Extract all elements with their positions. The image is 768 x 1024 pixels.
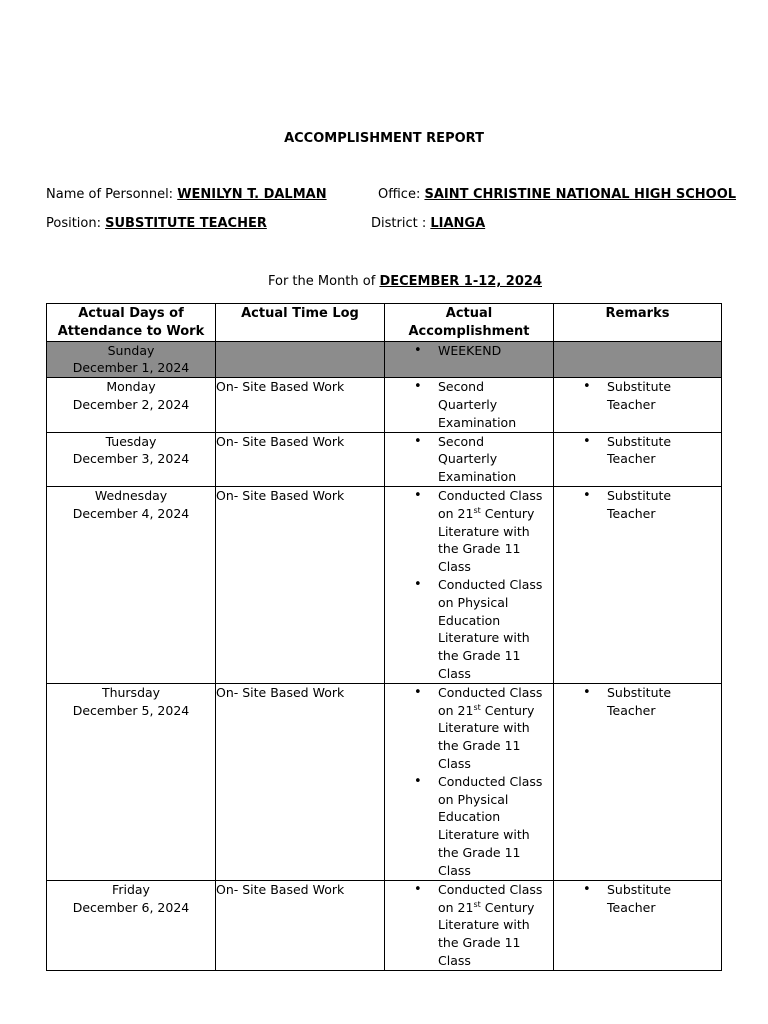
table-row (47, 341, 722, 378)
district-label: District : (371, 216, 427, 231)
remarks-cell (554, 486, 722, 683)
position-value: SUBSTITUTE TEACHER (105, 216, 267, 231)
day-cell (47, 683, 216, 880)
accomplishment-item: • Conducted Class on 21st Century Literature with the Grade 11 Class (385, 487, 553, 576)
header-time-log: Actual Time Log (216, 304, 385, 342)
day-date: December 5, 2024 (72, 702, 190, 718)
day-name: Friday (112, 881, 150, 897)
day-cell (47, 880, 216, 970)
day-name: Tuesday (105, 433, 157, 449)
office-value: SAINT CHRISTINE NATIONAL HIGH SCHOOL (424, 187, 737, 202)
report-title: ACCOMPLISHMENT REPORT (284, 131, 484, 146)
day-date: December 1, 2024 (72, 360, 190, 376)
day-cell (47, 378, 216, 432)
attendance-table (46, 303, 722, 971)
time-log-cell: On- Site Based Work (216, 880, 385, 970)
time-log-cell: On- Site Based Work (216, 432, 385, 486)
day-name: Sunday (107, 342, 155, 358)
table-header-row (47, 304, 722, 342)
time-log-cell (216, 341, 385, 378)
day-date: December 3, 2024 (72, 451, 190, 467)
accomplishment-item: • WEEKEND (385, 342, 553, 360)
day-cell (47, 341, 216, 378)
time-log-cell: On- Site Based Work (216, 378, 385, 432)
table-row (47, 880, 722, 970)
remarks-cell (554, 880, 722, 970)
month-field (0, 274, 768, 289)
position-field (46, 216, 267, 231)
accomplishment-cell (385, 432, 554, 486)
remarks-cell (554, 378, 722, 432)
table-row (47, 432, 722, 486)
accomplishment-item: • Conducted Class on 21st Century Literature with the Grade 11 Class (385, 881, 553, 970)
table-row (47, 378, 722, 432)
header-remarks: Remarks (554, 304, 722, 342)
accomplishment-cell (385, 486, 554, 683)
remark-item: • Substitute Teacher (554, 487, 721, 523)
month-label: For the Month of (267, 274, 376, 289)
accomplishment-cell (385, 683, 554, 880)
office-field (378, 187, 736, 202)
accomplishment-item: • Second Quarterly Examination (385, 378, 553, 431)
office-label: Office: (378, 187, 421, 202)
day-name: Thursday (101, 684, 161, 700)
accomplishment-cell (385, 880, 554, 970)
time-log-cell: On- Site Based Work (216, 486, 385, 683)
district-value: LIANGA (430, 216, 486, 231)
table-row (47, 683, 722, 880)
day-name: Monday (106, 379, 156, 395)
accomplishment-cell (385, 378, 554, 432)
accomplishment-item: • Second Quarterly Examination (385, 433, 553, 486)
header-accomplishment: Actual Accomplishment (385, 304, 554, 342)
remark-item: • Substitute Teacher (554, 433, 721, 469)
day-name: Wednesday (94, 487, 168, 503)
remark-item: • Substitute Teacher (554, 378, 721, 414)
day-cell (47, 432, 216, 486)
personnel-name-label: Name of Personnel: (46, 187, 174, 202)
accomplishment-item: • Conducted Class on 21st Century Literature with the Grade 11 Class (385, 684, 553, 773)
day-date: December 4, 2024 (72, 505, 190, 521)
month-value: DECEMBER 1-12, 2024 (379, 274, 542, 289)
remarks-cell (554, 341, 722, 378)
position-label: Position: (46, 216, 101, 231)
remarks-cell (554, 432, 722, 486)
table-row (47, 486, 722, 683)
time-log-cell: On- Site Based Work (216, 683, 385, 880)
remark-item: • Substitute Teacher (554, 881, 721, 917)
day-date: December 2, 2024 (72, 396, 190, 412)
accomplishment-item: • Conducted Class on Physical Education Literature with the Grade 11 Class (385, 576, 553, 683)
district-field (371, 216, 485, 231)
accomplishment-item: • Conducted Class on Physical Education Literature with the Grade 11 Class (385, 773, 553, 880)
personnel-name-value: WENILYN T. DALMAN (177, 187, 327, 202)
personnel-name-field (46, 187, 327, 202)
day-date: December 6, 2024 (72, 899, 190, 915)
accomplishment-cell (385, 341, 554, 378)
remark-item: • Substitute Teacher (554, 684, 721, 720)
header-days: Actual Days of Attendance to Work (47, 304, 216, 342)
day-cell (47, 486, 216, 683)
remarks-cell (554, 683, 722, 880)
